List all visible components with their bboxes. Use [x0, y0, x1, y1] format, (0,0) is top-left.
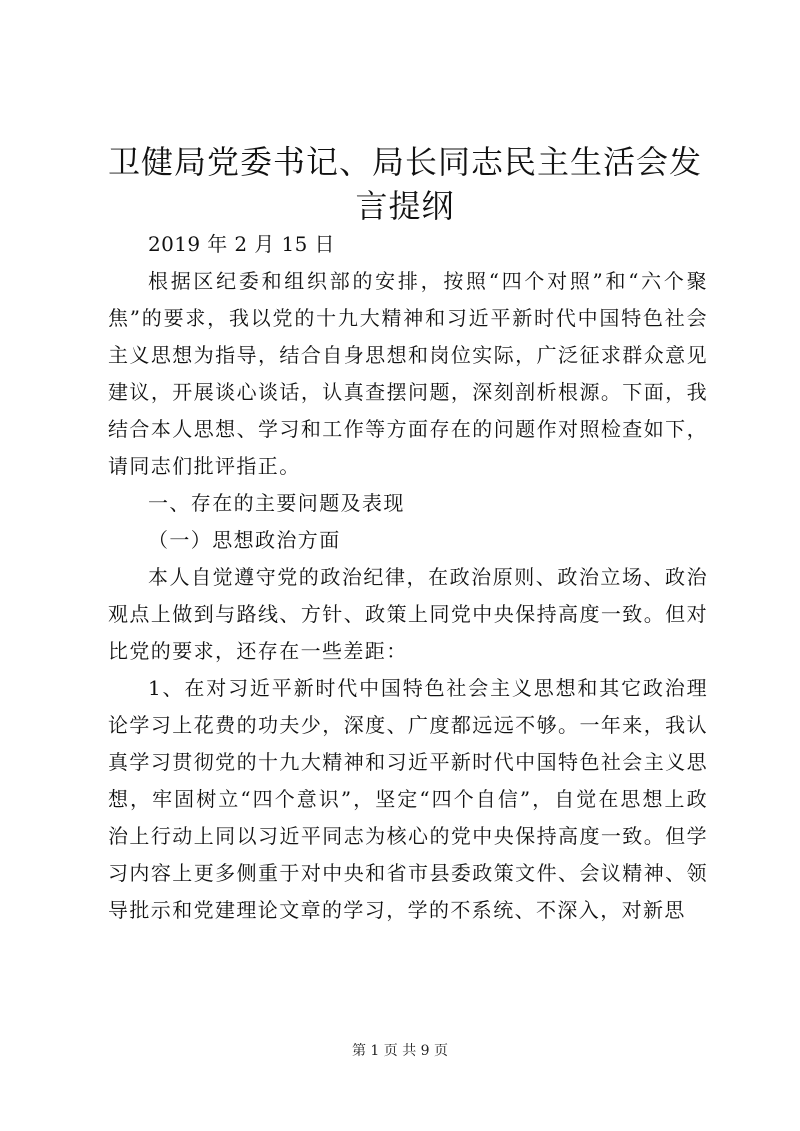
document-body	[108, 226, 708, 929]
paragraph-political: 本人自觉遵守党的政治纪律，在政治原则、政治立场、政治观点上做到与路线、方针、政策上同党中央保持高度一致。但对比党的要求，还存在一些差距：	[108, 565, 708, 663]
section-heading: 一、存在的主要问题及表现	[148, 491, 405, 515]
paragraph-intro: 根据区纪委和组织部的安排，按照“四个对照”和“六个聚焦”的要求，我以党的十九大精神和习近平新时代中国特色社会主义思想为指导，结合自身思想和岗位实际，广泛征求群众意见建议，开展谈心谈话，认真查摆问题，深刻剖析根源。下面，我结合本人思想、学习和工作等方面存在的问题作对照检查如下，请同志们批评指正。	[108, 269, 708, 478]
paragraph-item-1: 1、在对习近平新时代中国特色社会主义思想和其它政治理论学习上花费的功夫少，深度、广度都远远不够。一年来，我认真学习贯彻党的十九大精神和习近平新时代中国特色社会主义思想，牢固树立“四个意识”，坚定“四个自信”，自觉在思想上政治上行动上同以习近平同志为核心的党中央保持高度一致。但学习内容上更多侧重于对中央和省市县委政策文件、会议精神、领导批示和党建理论文章的学习，学的不系统、不深入，对新思	[108, 676, 708, 922]
document-title: 卫健局党委书记、局长同志民主生活会发言提纲	[107, 143, 702, 225]
page-footer: 第 1 页 共 9 页	[351, 1043, 449, 1059]
document-date: 2019 年 2 月 15 日	[148, 232, 335, 256]
subsection-heading: （一）思想政治方面	[148, 528, 341, 552]
